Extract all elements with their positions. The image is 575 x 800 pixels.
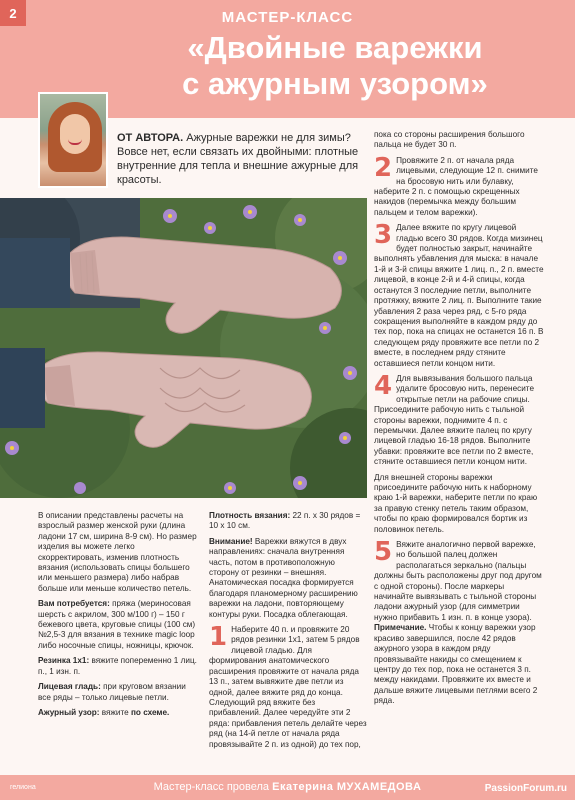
footer-brand: гелиона: [10, 784, 36, 791]
mittens-photo: [0, 198, 367, 498]
section-kicker: МАСТЕР-КЛАСС: [221, 9, 354, 26]
step-3: 3 Далее вяжите по кругу лицевой гладью всего 30 рядов. Когда мизинец будет полностью закрыт, начинайте выполнять убавления для мыска: в начале 1-й и 3-й спицы вяжите 1 лиц. п., 2 п. вместе лицевой, в конце 2-й и 4-й спицы, когда останутся 3 последние петли, выполните протяжку, вяжите 2 лиц. п. Выполните такие убавления 2 раза через ряд, с 5-го ряда сокращения выполняйте в каждом ряду до тех пор, пока на спицах не останется 16 п. В следующем ряду провяжите все петли по 2 вместе, в последнем ряду стяните оставшиеся петли концом нити.: [374, 220, 544, 368]
step-2: 2 Провяжите 2 п. от начала ряда лицевыми, следующие 12 п. снимите на бросовую нить или булавку, наберите 2 п. с помощью скрещенных накидов (перемычка между большим пальцем и телом варежки).: [374, 152, 538, 217]
intro-lead: ОТ АВТОРА.: [117, 132, 184, 144]
mittens-illustration: [0, 198, 367, 498]
title-line-1: «Двойные варежки: [187, 30, 483, 65]
materials-intro: В описании представлены расчеты на взрослый размер женской руки (длина ладони 17 см, ширина 8-9 см). Но размер изделия вы можете легко скорректировать, изменив плотность вязания (использовать спицы большего или меньшего размера) либо набрав больше или меньше количество петель.: [38, 511, 197, 593]
step-1-continued: пока со стороны расширения большого пальца не будет 30 п.: [374, 130, 525, 150]
title-line-2: с ажурным узором»: [182, 66, 488, 101]
gauge: Плотность вязания: 22 п. х 30 рядов = 10 х 10 см.: [209, 511, 361, 531]
column-materials: [38, 511, 198, 723]
step-number: 1: [209, 622, 228, 653]
step-4: 4 Для вывязывания большого пальца удалите бросовую нить, перенесите открытые петли на рабочие спицы. Присоедините рабочую нить с тыльной стороны варежки, поднимите 4 п. с перемычки. Далее вяжите палец по кругу лицевой гладью 16-18 рядов. Выполните убавки: провяжите все петли по 2 вместе, стяните оставшиеся петли концом нити.: [374, 370, 535, 467]
footer-credit: Мастер-класс провела Екатерина МУХАМЕДОВА: [153, 781, 422, 793]
step-number: 2: [374, 152, 393, 183]
step-1: 1 Наберите 40 п. и провяжите 20 рядов резинки 1х1, затем 5 рядов лицевой гладью. Для формирования анатомического расширения провяжите от начала ряда 13 п., затем вывяжите две петли из одной, далее вяжите ряд до конца. Следующий ряд вяжите без прибавлений. Далее чередуйте эти 2 ряда: прибавления петель делайте через ряд (на 14-й петле от начала ряда провязывайте 2 п. из одной) до тех пор,: [209, 622, 367, 749]
step-number: 3: [374, 220, 393, 251]
column-instructions-1: [209, 511, 367, 755]
column-instructions-2: [374, 130, 544, 712]
page-title: [95, 30, 575, 102]
lace-pattern: Ажурный узор: вяжите по схеме.: [38, 707, 170, 717]
materials-needed: Вам потребуется: пряжа (мериносовая шерсть с акрилом, 300 м/100 г) – 150 г бежевого цвета, круговые спицы (100 см) №2,5-3 для вязания в технике magic loop либо носочные спицы, ножницы, крючок.: [38, 599, 196, 650]
rib-stitch: Резинка 1х1: вяжите попеременно 1 лиц. п., 1 изн. п.: [38, 656, 197, 676]
site-watermark: PassionForum.ru: [484, 783, 567, 794]
intro-text: Ажурные варежки не для зимы? Вовсе нет, если связать их двойными: плотные внутренние для тепла и внешние ажурные для красоты.: [117, 132, 359, 186]
step-5: 5 Вяжите аналогично первой варежке, но большой палец должен располагаться зеркально (пальцы должны быть расположены друг под другом с одной стороны). После маркеры начинайте вывязывать с тыльной стороны ладони ажурный узор (для симметрии нужно прибавить 1 изн. п. в конце узора). Примечание. Чтобы к концу варежки узор красиво завершился, после 42 рядов ажурного узора в каждом ряду провязывайте накиды со смещением к центру до тех пор, пока не останется 3 п. между накидами. Провяжите их вместе и дальше вяжите лицевыми петлями всего 2 ряда.: [374, 537, 542, 706]
stockinette-stitch: Лицевая гладь: при круговом вязании все ряды – только лицевые петли.: [38, 682, 186, 702]
step-number: 5: [374, 537, 393, 568]
author-portrait-image: [38, 92, 108, 188]
author-name: Екатерина МУХАМЕДОВА: [272, 781, 422, 793]
attention-note: Внимание! Варежки вяжутся в двух направлениях: сначала внутренняя часть, потом в противоположную сторону от резинки – внешняя. Анатомическая посадка формируется благодаря планомерному расширению варежки на ладони, повторяющему контуры руки. Посадка облегающая.: [209, 536, 358, 619]
step-number: 4: [374, 370, 393, 401]
author-intro: [117, 131, 367, 187]
page-number: 2: [0, 0, 26, 26]
outer-side-note: Для внешней стороны варежки присоедините рабочую нить к наборному краю 1-й варежки, наберите петли по краю за правую стенку петель таким образом, чтобы по краю формировался бортик из половинок петель.: [374, 472, 538, 534]
